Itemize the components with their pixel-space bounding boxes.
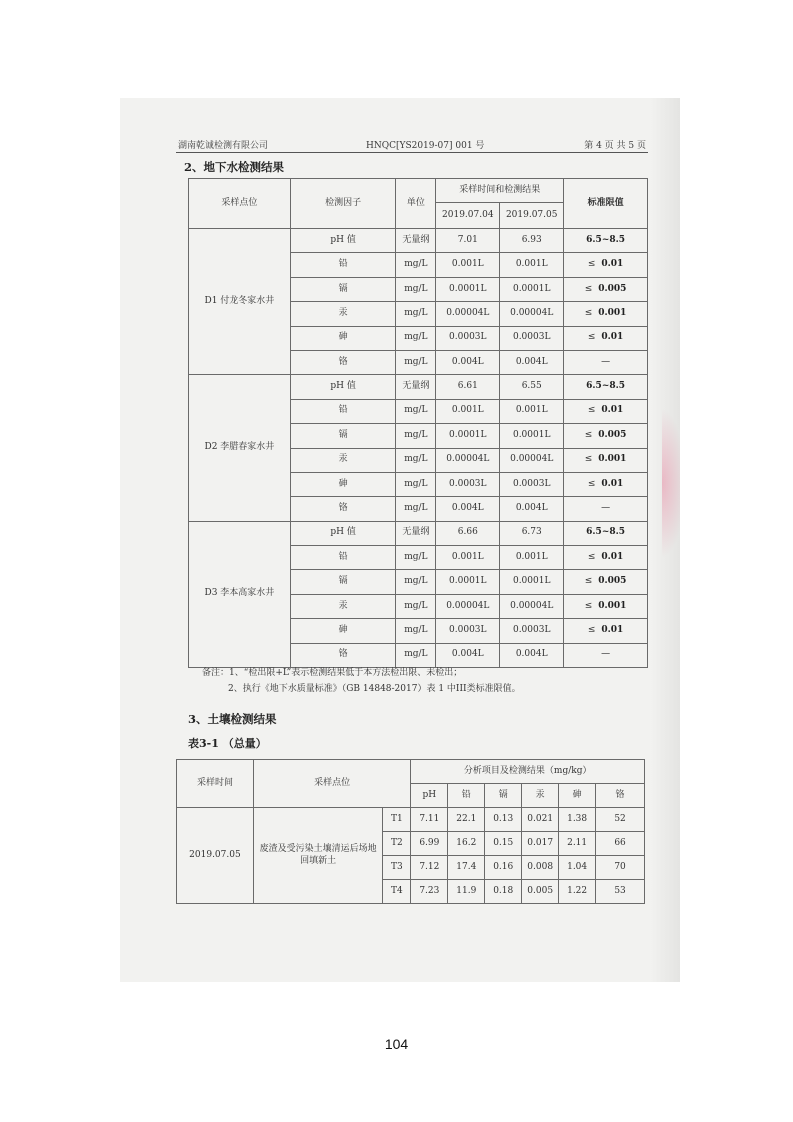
note-line-2: 2、执行《地下水质量标准》（GB 14848-2017）表 1 中III类标准限值。	[228, 684, 521, 694]
soil-header-site: 采样点位	[253, 760, 411, 808]
seal-edge	[662, 408, 680, 558]
sample-id: T4	[383, 880, 411, 904]
leq-symbol: ≤	[584, 283, 593, 294]
value-cell: 0.004L	[500, 643, 564, 667]
unit-cell: mg/L	[396, 570, 436, 594]
factor-cell: pH 值	[290, 521, 396, 545]
value-cell: 0.0003L	[436, 619, 500, 643]
value-cell: 6.93	[500, 229, 564, 253]
limit-value: 0.01	[601, 332, 624, 343]
value-cell: 1.04	[559, 856, 596, 880]
value-cell: 0.004L	[436, 350, 500, 374]
site-cell: D3 李本高家水井	[189, 521, 291, 667]
value-cell: 0.13	[485, 808, 522, 832]
limit-value: 0.005	[598, 576, 627, 587]
unit-cell: 无量纲	[396, 521, 436, 545]
limit-value: 0.01	[601, 478, 624, 489]
value-cell: 0.021	[522, 808, 559, 832]
limit-cell	[564, 448, 648, 472]
unit-cell: mg/L	[396, 350, 436, 374]
limit-cell	[564, 399, 648, 423]
value-cell: 22.1	[448, 808, 485, 832]
value-cell: 0.00004L	[436, 594, 500, 618]
factor-cell: 砷	[290, 472, 396, 496]
unit-cell: mg/L	[396, 302, 436, 326]
value-cell: 6.73	[500, 521, 564, 545]
value-cell: 0.004L	[500, 497, 564, 521]
limit-cell	[564, 424, 648, 448]
value-cell: 0.00004L	[500, 448, 564, 472]
groundwater-section-title: 2、地下水检测结果	[184, 160, 285, 174]
factor-cell: 镉	[290, 277, 396, 301]
value-cell: 0.0001L	[500, 277, 564, 301]
soil-header-group: 分析项目及检测结果（mg/kg）	[411, 760, 645, 784]
groundwater-table	[188, 178, 648, 668]
limit-cell	[564, 375, 648, 399]
limit-cell	[564, 546, 648, 570]
unit-cell: mg/L	[396, 448, 436, 472]
factor-cell: 镉	[290, 424, 396, 448]
value-cell: 2.11	[559, 832, 596, 856]
value-cell: 0.001L	[500, 399, 564, 423]
unit-cell: mg/L	[396, 326, 436, 350]
factor-cell: 铬	[290, 643, 396, 667]
value-cell: 0.001L	[500, 546, 564, 570]
value-cell: 0.0003L	[500, 472, 564, 496]
factor-cell: 汞	[290, 594, 396, 618]
unit-cell: mg/L	[396, 253, 436, 277]
value-cell: 0.0001L	[436, 570, 500, 594]
soil-col-header: 汞	[522, 784, 559, 808]
value-cell: 0.15	[485, 832, 522, 856]
factor-cell: 砷	[290, 619, 396, 643]
limit-value: —	[601, 649, 611, 660]
factor-cell: 砷	[290, 326, 396, 350]
limit-cell	[564, 521, 648, 545]
soil-section-title: 3、土壤检测结果	[188, 712, 277, 726]
leq-symbol: ≤	[587, 551, 596, 562]
header-site: 采样点位	[189, 179, 291, 229]
company-name: 湖南乾诚检测有限公司	[178, 141, 269, 151]
limit-value: 0.001	[598, 454, 627, 465]
limit-value: 0.001	[598, 600, 627, 611]
table-row	[189, 375, 648, 399]
unit-cell: mg/L	[396, 546, 436, 570]
note-line-1: 备注：1、“检出限+L”表示检测结果低于本方法检出限、未检出；	[202, 668, 463, 678]
leq-symbol: ≤	[587, 332, 596, 343]
value-cell: 70	[596, 856, 645, 880]
table-row	[177, 808, 645, 832]
limit-cell	[564, 619, 648, 643]
unit-cell: mg/L	[396, 399, 436, 423]
factor-cell: pH 值	[290, 229, 396, 253]
limit-value: —	[601, 503, 611, 514]
value-cell: 0.0003L	[436, 472, 500, 496]
limit-value: 0.001	[598, 307, 627, 318]
soil-table-title: 表3-1 （总量）	[188, 737, 267, 750]
value-cell: 0.0001L	[436, 424, 500, 448]
value-cell: 0.00004L	[436, 448, 500, 472]
value-cell: 0.0003L	[436, 326, 500, 350]
factor-cell: 汞	[290, 302, 396, 326]
value-cell: 0.004L	[436, 643, 500, 667]
unit-cell: mg/L	[396, 497, 436, 521]
leq-symbol: ≤	[587, 259, 596, 270]
sample-date: 2019.07.05	[177, 808, 254, 904]
value-cell: 0.008	[522, 856, 559, 880]
value-cell: 0.004L	[500, 350, 564, 374]
limit-cell	[564, 570, 648, 594]
limit-cell	[564, 643, 648, 667]
limit-value: 0.01	[601, 625, 624, 635]
limit-value: 6.5~8.5	[586, 381, 626, 392]
value-cell: 7.11	[411, 808, 448, 832]
soil-col-header: 砷	[559, 784, 596, 808]
value-cell: 7.01	[436, 229, 500, 253]
sample-id: T2	[383, 832, 411, 856]
value-cell: 1.38	[559, 808, 596, 832]
header-factor: 检测因子	[290, 179, 396, 229]
leq-symbol: ≤	[584, 429, 593, 440]
unit-cell: 无量纲	[396, 229, 436, 253]
factor-cell: pH 值	[290, 375, 396, 399]
unit-cell: 无量纲	[396, 375, 436, 399]
page-indicator: 第 4 页 共 5 页	[584, 141, 646, 151]
factor-cell: 铬	[290, 497, 396, 521]
value-cell: 16.2	[448, 832, 485, 856]
leq-symbol: ≤	[584, 454, 593, 465]
leq-symbol: ≤	[587, 478, 596, 489]
limit-cell	[564, 326, 648, 350]
value-cell: 6.66	[436, 521, 500, 545]
value-cell: 0.00004L	[500, 594, 564, 618]
sample-site: 废渣及受污染土壤清运后场地回填新土	[253, 808, 383, 904]
header-unit: 单位	[396, 179, 436, 229]
soil-header-time: 采样时间	[177, 760, 254, 808]
factor-cell: 镉	[290, 570, 396, 594]
limit-cell	[564, 472, 648, 496]
limit-cell	[564, 497, 648, 521]
value-cell: 0.001L	[436, 399, 500, 423]
limit-cell	[564, 350, 648, 374]
factor-cell: 铅	[290, 399, 396, 423]
value-cell: 1.22	[559, 880, 596, 904]
header-date-1: 2019.07.04	[436, 203, 500, 229]
limit-value: 0.01	[601, 259, 624, 270]
limit-value: 0.01	[601, 405, 624, 416]
limit-cell	[564, 594, 648, 618]
value-cell: 0.001L	[436, 253, 500, 277]
soil-table	[176, 759, 645, 904]
leq-symbol: ≤	[587, 405, 596, 416]
leq-symbol: ≤	[587, 625, 596, 635]
scanned-page	[120, 98, 680, 982]
unit-cell: mg/L	[396, 277, 436, 301]
report-number: HNQC[YS2019-07] 001 号	[366, 141, 485, 151]
table-row	[189, 521, 648, 545]
limit-value: —	[601, 356, 611, 367]
value-cell: 53	[596, 880, 645, 904]
leq-symbol: ≤	[584, 307, 593, 318]
limit-value: 6.5~8.5	[586, 527, 626, 538]
value-cell: 0.00004L	[500, 302, 564, 326]
soil-col-header: 镉	[485, 784, 522, 808]
limit-value: 0.005	[598, 429, 627, 440]
factor-cell: 铅	[290, 546, 396, 570]
value-cell: 6.55	[500, 375, 564, 399]
header-time-group: 采样时间和检测结果	[436, 179, 564, 203]
sample-id: T3	[383, 856, 411, 880]
header-limit: 标准限值	[564, 179, 648, 229]
value-cell: 66	[596, 832, 645, 856]
value-cell: 7.12	[411, 856, 448, 880]
unit-cell: mg/L	[396, 594, 436, 618]
value-cell: 0.00004L	[436, 302, 500, 326]
soil-col-header: 铬	[596, 784, 645, 808]
soil-col-header: pH	[411, 784, 448, 808]
value-cell: 11.9	[448, 880, 485, 904]
leq-symbol: ≤	[584, 600, 593, 611]
table-row	[189, 229, 648, 253]
value-cell: 0.16	[485, 856, 522, 880]
value-cell: 17.4	[448, 856, 485, 880]
limit-value: 0.01	[601, 551, 624, 562]
leq-symbol: ≤	[584, 576, 593, 587]
site-cell: D2 李腊春家水井	[189, 375, 291, 521]
value-cell: 0.001L	[500, 253, 564, 277]
value-cell: 0.001L	[436, 546, 500, 570]
unit-cell: mg/L	[396, 619, 436, 643]
limit-cell	[564, 277, 648, 301]
limit-cell	[564, 302, 648, 326]
value-cell: 6.61	[436, 375, 500, 399]
limit-cell	[564, 253, 648, 277]
value-cell: 0.017	[522, 832, 559, 856]
value-cell: 6.99	[411, 832, 448, 856]
limit-value: 6.5~8.5	[586, 234, 626, 245]
page-header	[176, 138, 648, 153]
factor-cell: 汞	[290, 448, 396, 472]
unit-cell: mg/L	[396, 643, 436, 667]
limit-cell	[564, 229, 648, 253]
factor-cell: 铬	[290, 350, 396, 374]
sample-id: T1	[383, 808, 411, 832]
limit-value: 0.005	[598, 283, 627, 294]
site-cell: D1 付龙冬家水井	[189, 229, 291, 375]
unit-cell: mg/L	[396, 424, 436, 448]
value-cell: 0.0003L	[500, 619, 564, 643]
value-cell: 0.0001L	[500, 570, 564, 594]
soil-col-header: 铅	[448, 784, 485, 808]
factor-cell: 铅	[290, 253, 396, 277]
value-cell: 0.18	[485, 880, 522, 904]
unit-cell: mg/L	[396, 472, 436, 496]
value-cell: 7.23	[411, 880, 448, 904]
page-number: 104	[384, 1036, 409, 1052]
value-cell: 0.005	[522, 880, 559, 904]
value-cell: 0.0003L	[500, 326, 564, 350]
header-date-2: 2019.07.05	[500, 203, 564, 229]
value-cell: 0.0001L	[500, 424, 564, 448]
value-cell: 0.004L	[436, 497, 500, 521]
value-cell: 52	[596, 808, 645, 832]
value-cell: 0.0001L	[436, 277, 500, 301]
